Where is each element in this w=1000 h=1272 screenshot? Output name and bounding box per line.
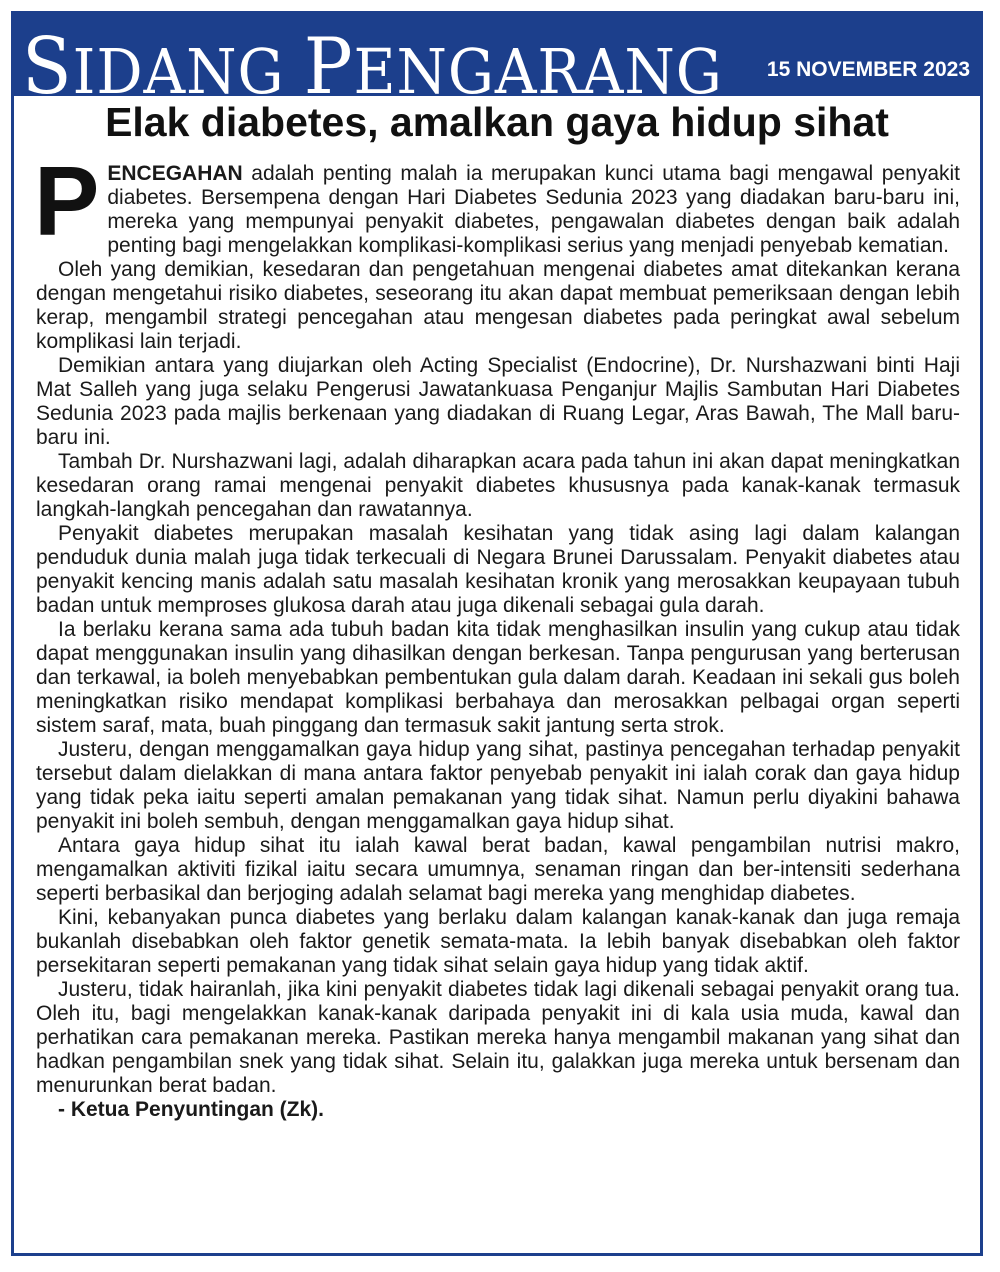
article-paragraph: Penyakit diabetes merupakan masalah kesihatan yang tidak asing lagi dalam kalangan penduduk dunia malah juga tidak terkecuali di Negara Brunei Darussalam. Penyakit diabetes atau penyakit kencing manis adalah satu masalah kesihatan kronik yang merosakkan keupayaan tubuh badan untuk memproses glukosa darah atau juga dikenali sebagai gula darah. (36, 522, 960, 617)
article-paragraph: Tambah Dr. Nurshazwani lagi, adalah diharapkan acara pada tahun ini akan dapat meningkatkan kesedaran orang ramai mengenai penyakit diabetes khususnya pada kanak-kanak termasuk langkah-langkah pencegahan dan rawatannya. (36, 450, 960, 521)
lead-word: ENCEGAHAN (107, 162, 243, 185)
masthead-title-initial-1: S (22, 22, 73, 96)
article-paragraph: Demikian antara yang diujarkan oleh Acting Specialist (Endocrine), Dr. Nurshazwani binti Haji Mat Salleh yang juga selaku Pengerusi Jawatankuasa Penganjur Majlis Sambutan Hari Diabetes Sedunia 2023 pada majlis berkenaan yang diadakan di Ruang Legar, Aras Bawah, The Mall baru-baru ini. (36, 354, 960, 449)
article-paragraph: Oleh yang demikian, kesedaran dan pengetahuan mengenai diabetes amat ditekankan kerana dengan mengetahui risiko diabetes, seseorang itu akan dapat membuat pemeriksaan dengan lebih kerap, mengambil strategi pencegahan atau mengesan diabetes pada peringkat awal sebelum komplikasi lain terjadi. (36, 258, 960, 353)
article-body (34, 146, 960, 1122)
article-paragraph: Kini, kebanyakan punca diabetes yang berlaku dalam kalangan kanak-kanak dan juga remaja bukanlah disebabkan oleh faktor genetik semata-mata. Ia lebih banyak disebabkan oleh faktor persekitaran seperti pemakanan yang tidak sihat selain gaya hidup yang tidak aktif. (36, 906, 960, 977)
masthead-title-initial-2: P (303, 22, 354, 96)
masthead-banner (14, 14, 980, 96)
masthead-date: 15 NOVEMBER 2023 (766, 58, 970, 81)
article-paragraph-1 (34, 146, 960, 258)
first-paragraph-text: adalah penting malah ia merupakan kunci utama bagi mengawal penyakit diabetes. Bersempena dengan Hari Diabetes Sedunia 2023 yang diadakan baru-baru ini, mereka yang mempunyai penyakit diabetes, pengawalan diabetes dengan baik adalah penting bagi mengelakkan komplikasi-komplikasi serius yang menjadi penyebab kematian. (107, 162, 960, 257)
masthead-title-word-2: ENGARANG (353, 35, 723, 96)
article-headline: Elak diabetes, amalkan gaya hidup sihat (105, 99, 889, 145)
article-paragraph: Antara gaya hidup sihat itu ialah kawal berat badan, kawal pengambilan nutrisi makro, mengamalkan aktiviti fizikal iaitu secara umumnya, senaman ringan dan ber-intensiti sederhana seperti berbasikal dan berjoging adalah selamat bagi mereka yang menghidap diabetes. (36, 834, 960, 905)
article-paragraph: Ia berlaku kerana sama ada tubuh badan kita tidak menghasilkan insulin yang cukup atau tidak dapat menggunakan insulin yang dihasilkan dengan berkesan. Tanpa pengurusan yang berterusan dan terkawal, ia boleh menyebabkan pembentukan gula dalam darah. Keadaan ini sekali gus boleh meningkatkan risiko mendapat komplikasi berbahaya dan merosakkan pelbagai organ seperti sistem saraf, mata, buah pinggang dan termasuk sakit jantung serta strok. (36, 618, 960, 737)
author-signature: - Ketua Penyuntingan (Zk). (58, 1098, 325, 1121)
drop-cap: P (34, 146, 100, 256)
article-paragraph: Justeru, tidak hairanlah, jika kini penyakit diabetes tidak lagi dikenali sebagai penyakit orang tua. Oleh itu, bagi mengelakkan kanak-kanak daripada penyakit ini di kala usia muda, kawal dan perhatikan cara pemakanan mereka. Pastikan mereka hanya mengambil makanan yang sihat dan hadkan pengambilan snek yang tidak sihat. Selain itu, galakkan juga mereka untuk bersenam dan menurunkan berat badan. (36, 978, 960, 1097)
page-frame (11, 11, 983, 1256)
article-paragraph: Justeru, dengan menggamalkan gaya hidup yang sihat, pastinya pencegahan terhadap penyakit tersebut dalam dielakkan di mana antara faktor penyebab penyakit ini ialah corak dan gaya hidup yang tidak peka iaitu seperti amalan pemakanan yang tidak sihat. Namun perlu diyakini bahawa penyakit ini boleh sembuh, dengan menggamalkan gaya hidup sihat. (36, 738, 960, 833)
masthead-title (22, 22, 723, 96)
masthead-title-word-1: IDANG (72, 35, 285, 96)
